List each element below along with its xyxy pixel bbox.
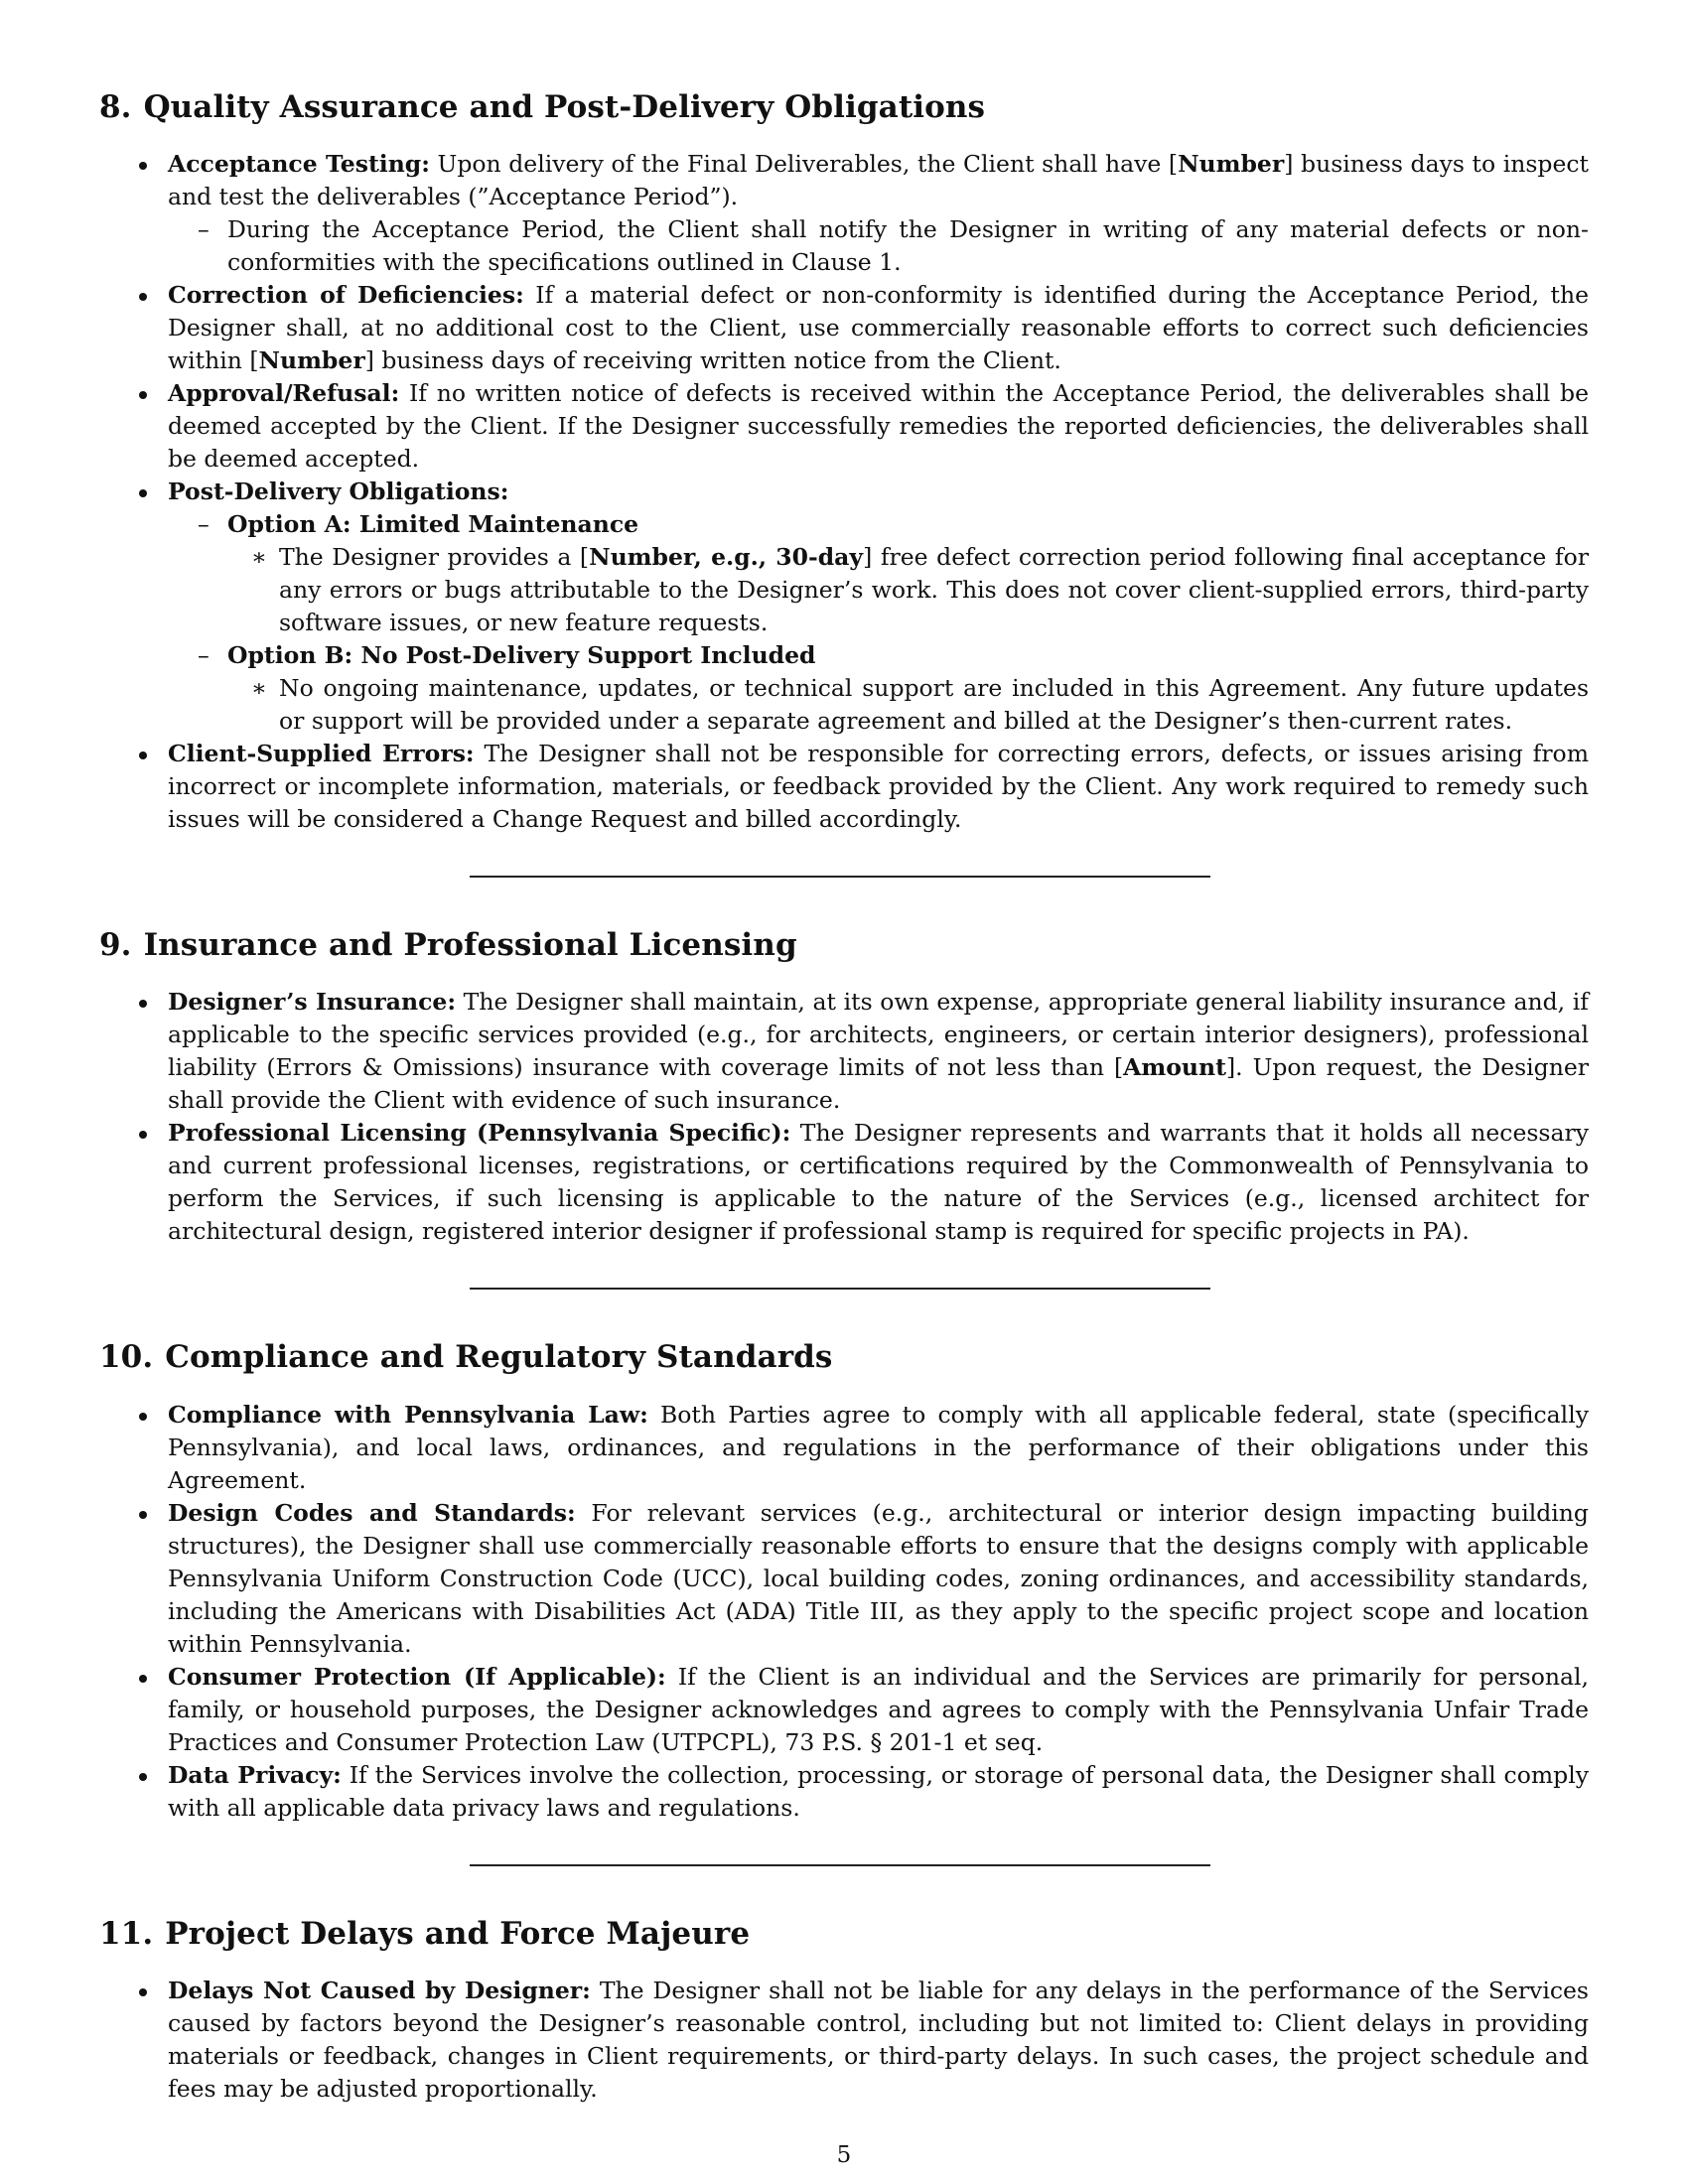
dash-icon: –: [198, 641, 210, 670]
clause-text: ] business days to inspect and test the deliverables (”Acceptance Period”).: [168, 150, 1589, 211]
clause-label: Post-Delivery Obligations:: [168, 478, 509, 506]
option-a-detail: [168, 541, 1589, 639]
clause-text: The Designer represents and warrants that it holds all necessary and current professional licenses, registrations, or certifications required by the Commonwealth of Pennsylvania to perform the Services, if such licensing is applicable to the nature of the Services (e.g., licensed architect for architectural design, registered interior designer if professional stamp is required for specific projects in PA).: [168, 1119, 1589, 1246]
clause-label: Compliance with Pennsylvania Law:: [168, 1400, 648, 1429]
clause-text: Both Parties agree to comply with all applicable federal, state (specifically Pennsylvania), and local laws, ordinances, and regulations in the performance of their obligations under this Agreement.: [168, 1400, 1589, 1494]
section-9: [99, 927, 1589, 1290]
section-9-list: [99, 986, 1589, 1248]
clause-delays: [99, 1975, 1589, 2106]
option-b-detail: [168, 672, 1589, 738]
option-text: ] free defect correction period following final acceptance for any errors or bugs attributable to the Designer’s work. This does not cover client-supplied errors, third-party software issues, or new feature requests.: [279, 543, 1589, 637]
dash-icon: –: [198, 510, 210, 539]
clause-text: ]. Upon request, the Designer shall provide the Client with evidence of such insurance.: [168, 1053, 1589, 1115]
section-number: 8.: [99, 89, 132, 125]
clause-text: If the Services involve the collection, processing, or storage of personal data, the Designer shall comply with all applicable data privacy laws and regulations.: [168, 1760, 1589, 1822]
section-10-list: [99, 1399, 1589, 1825]
dash-icon: –: [198, 215, 210, 244]
clause-consumer-protection: [99, 1661, 1589, 1759]
clause-data-privacy: [99, 1759, 1589, 1825]
placeholder-number: Number, e.g., 30-day: [589, 543, 864, 572]
placeholder-amount: Amount: [1123, 1053, 1226, 1082]
clause-label: Design Codes and Standards:: [168, 1498, 576, 1527]
clause-label: Consumer Protection (If Applicable):: [168, 1662, 666, 1691]
option-label: Option B: No Post-Delivery Support Included: [227, 641, 816, 670]
clause-professional-licensing: [99, 1117, 1589, 1248]
section-8-list: [99, 148, 1589, 836]
clause-acceptance-testing: [99, 148, 1589, 279]
placeholder-number: Number: [1178, 150, 1285, 179]
section-10-heading: [99, 1339, 1589, 1376]
section-title: Project Delays and Force Majeure: [165, 1915, 751, 1952]
section-11-heading: [99, 1916, 1589, 1953]
section-title: Quality Assurance and Post-Delivery Obligations: [143, 89, 986, 125]
section-number: 11.: [99, 1915, 154, 1952]
option-a: [168, 508, 1589, 541]
clause-text: ] business days of receiving written notice from the Client.: [364, 346, 1061, 375]
clause-label: Data Privacy:: [168, 1760, 342, 1789]
option-label: Option A: Limited Maintenance: [227, 510, 639, 539]
section-number: 10.: [99, 1339, 154, 1376]
clause-compliance-law: [99, 1399, 1589, 1497]
clause-label: Delays Not Caused by Designer:: [168, 1976, 591, 2004]
clause-text: If no written notice of defects is received within the Acceptance Period, the deliverables shall be deemed accepted by the Client. If the Designer successfully remedies the reported deficiencies, the deliverables shall be deemed accepted.: [168, 379, 1589, 474]
clause-label: Acceptance Testing:: [168, 150, 430, 179]
section-8-heading: [99, 89, 1589, 126]
document-page: [99, 89, 1589, 2106]
clause-label: Client-Supplied Errors:: [168, 740, 475, 768]
clause-correction-of-deficiencies: [99, 279, 1589, 377]
clause-text: The Designer shall maintain, at its own expense, appropriate general liability insurance and, if applicable to the specific services provided (e.g., for architects, engineers, or certain interior designers), professional liability (Errors & Omissions) insurance with coverage limits of not less than [: [168, 988, 1589, 1082]
clause-text: Upon delivery of the Final Deliverables, the Client shall have [: [429, 150, 1179, 179]
clause-label: Correction of Deficiencies:: [168, 281, 524, 310]
clause-text: If the Client is an individual and the Services are primarily for personal, family, or household purposes, the Designer acknowledges and agrees to comply with the Pennsylvania Unfair Trade Practices and Consumer Protection Law (UTPCPL), 73 P.S. § 201-1 et seq.: [168, 1662, 1589, 1756]
clause-text: The Designer shall not be responsible for correcting errors, defects, or issues arising from incorrect or incomplete information, materials, or feedback provided by the Client. Any work required to remedy such issues will be considered a Change Request and billed accordingly.: [168, 740, 1589, 834]
section-10: [99, 1339, 1589, 1865]
clause-approval-refusal: [99, 377, 1589, 476]
clause-text: The Designer shall not be liable for any delays in the performance of the Services caused by factors beyond the Designer’s reasonable control, including but not limited to: Client delays in providing materials or feedback, changes in Client requirements, or third-party delays. In such cases, the project schedule and fees may be adjusted proportionally.: [168, 1976, 1589, 2103]
clause-client-supplied-errors: [99, 738, 1589, 836]
option-text: The Designer provides a [: [279, 543, 590, 572]
placeholder-number: Number: [258, 346, 365, 375]
asterisk-icon: ∗: [251, 674, 267, 703]
clause-label: Approval/Refusal:: [168, 379, 400, 408]
clause-text: For relevant services (e.g., architectural or interior design impacting building structures), the Designer shall use commercially reasonable efforts to ensure that the designs comply with applicable Pennsylvania Uniform Construction Code (UCC), local building codes, zoning ordinances, and accessibility standards, including the Americans with Disabilities Act (ADA) Title III, as they apply to the specific project scope and location within Pennsylvania.: [168, 1498, 1589, 1658]
clause-label: Designer’s Insurance:: [168, 988, 457, 1017]
clause-design-codes: [99, 1497, 1589, 1661]
sub-item-text: During the Acceptance Period, the Client shall notify the Designer in writing of any material defects or non-conformities with the specifications outlined in Clause 1.: [227, 215, 1589, 277]
section-title: Compliance and Regulatory Standards: [165, 1339, 833, 1376]
section-9-heading: [99, 927, 1589, 964]
clause-label: Professional Licensing (Pennsylvania Specific):: [168, 1119, 791, 1148]
page-number: 5: [836, 2142, 852, 2168]
section-8: [99, 89, 1589, 878]
clause-designers-insurance: [99, 986, 1589, 1117]
section-11: [99, 1916, 1589, 2106]
option-text: No ongoing maintenance, updates, or technical support are included in this Agreement. Any future updates or support will be provided under a separate agreement and billed at the Designer’s then-current rates.: [279, 674, 1589, 736]
clause-text: If a material defect or non-conformity is identified during the Acceptance Period, the Designer shall, at no additional cost to the Client, use commercially reasonable efforts to correct such deficiencies within [: [168, 281, 1590, 375]
section-number: 9.: [99, 927, 132, 964]
option-b: [168, 639, 1589, 672]
asterisk-icon: ∗: [251, 543, 267, 572]
section-title: Insurance and Professional Licensing: [143, 927, 797, 964]
sub-item: [168, 213, 1589, 279]
clause-post-delivery: [99, 476, 1589, 738]
section-11-list: [99, 1975, 1589, 2106]
